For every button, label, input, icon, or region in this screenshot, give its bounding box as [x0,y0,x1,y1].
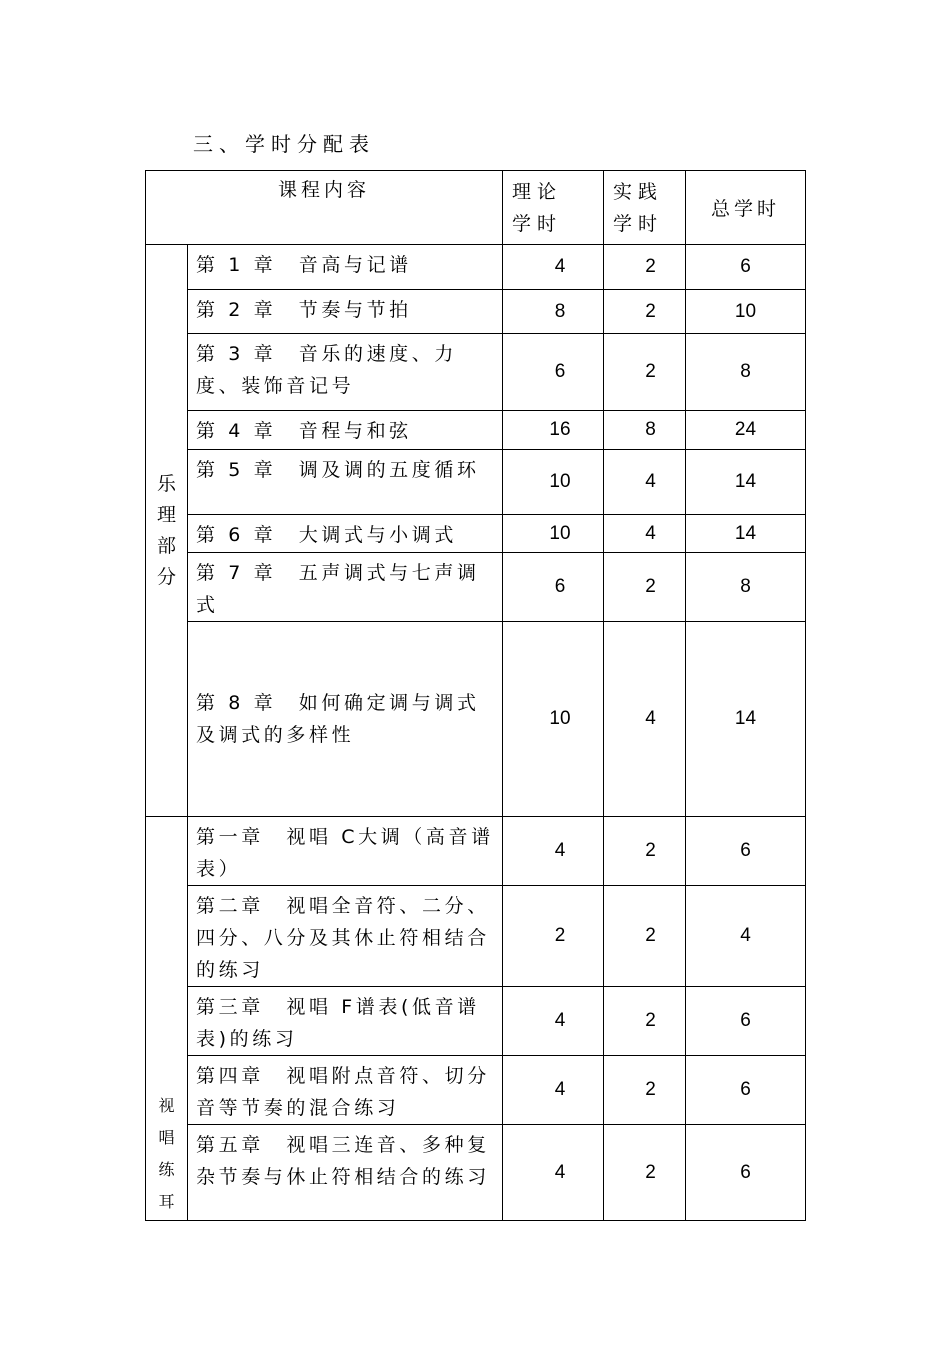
total-hours-cell: 6 [686,245,806,290]
total-hours-cell: 4 [686,886,806,987]
table-row [146,553,806,622]
table-row [146,450,806,515]
hours-allocation-table [145,170,806,1221]
total-hours-cell: 14 [686,450,806,515]
practice-hours-cell: 8 [604,411,686,450]
practice-hours-cell: 4 [604,450,686,515]
total-hours-cell: 6 [686,987,806,1056]
table-row [146,1056,806,1125]
chapter-title: 第 1 章 音高与记谱 [188,245,503,290]
chapter-title: 第 4 章 音程与和弦 [188,411,503,450]
theory-hours-cell: 2 [503,886,604,987]
total-hours-cell: 14 [686,622,806,817]
practice-hours-cell: 2 [604,553,686,622]
section-label-text: 乐 理 部 分 [156,472,176,588]
chapter-title: 第 7 章 五声调式与七声调式 [188,553,503,622]
header-theory-l1: 理论 [512,180,563,203]
theory-hours-cell: 10 [503,515,604,553]
chapter-title: 第二章 视唱全音符、二分、四分、八分及其休止符相结合的练习 [188,886,503,987]
chapter-title: 第 3 章 音乐的速度、力度、装饰音记号 [188,334,503,411]
total-hours-cell: 6 [686,817,806,886]
total-hours-cell: 24 [686,411,806,450]
total-hours-cell: 8 [686,334,806,411]
table-row [146,290,806,334]
practice-hours-cell: 2 [604,1125,686,1221]
table-row [146,987,806,1056]
practice-hours-cell: 2 [604,886,686,987]
table-row [146,411,806,450]
practice-hours-cell: 2 [604,817,686,886]
theory-hours-cell: 10 [503,450,604,515]
practice-hours-cell: 2 [604,987,686,1056]
practice-hours-cell: 2 [604,1056,686,1125]
table-row [146,817,806,886]
header-practice-l1: 实践 [613,180,664,203]
chapter-title: 第 5 章 调及调的五度循环 [188,450,503,515]
practice-hours-cell: 4 [604,622,686,817]
table-row [146,886,806,987]
theory-hours-cell: 4 [503,817,604,886]
theory-hours-cell: 4 [503,987,604,1056]
theory-hours-cell: 8 [503,290,604,334]
header-theory-hours [503,171,604,245]
table-row [146,245,806,290]
section-label-sight-singing [146,817,188,1221]
header-theory-l2: 学时 [512,212,563,235]
table-row [146,334,806,411]
header-row [146,171,806,245]
practice-hours-cell: 2 [604,245,686,290]
table-row [146,515,806,553]
theory-hours-cell: 16 [503,411,604,450]
chapter-title: 第 8 章 如何确定调与调式及调式的多样性 [188,622,503,817]
total-hours-cell: 14 [686,515,806,553]
section-label-music-theory [146,245,188,817]
practice-hours-cell: 4 [604,515,686,553]
practice-hours-cell: 2 [604,290,686,334]
total-hours-cell: 6 [686,1056,806,1125]
section-label-text: 视 唱 练 耳 [158,1096,175,1211]
header-course-content: 课程内容 [146,171,503,245]
chapter-title: 第 6 章 大调式与小调式 [188,515,503,553]
header-total-hours: 总学时 [686,171,806,245]
chapter-title: 第三章 视唱 F谱表(低音谱表)的练习 [188,987,503,1056]
practice-hours-cell: 2 [604,334,686,411]
table-row [146,622,806,817]
header-practice-l2: 学时 [613,212,664,235]
theory-hours-cell: 4 [503,1056,604,1125]
chapter-title: 第四章 视唱附点音符、切分音等节奏的混合练习 [188,1056,503,1125]
page-heading: 三、学时分配表 [193,132,375,156]
theory-hours-cell: 4 [503,245,604,290]
chapter-title: 第 2 章 节奏与节拍 [188,290,503,334]
theory-hours-cell: 6 [503,553,604,622]
header-practice-hours [604,171,686,245]
theory-hours-cell: 10 [503,622,604,817]
total-hours-cell: 8 [686,553,806,622]
chapter-title: 第五章 视唱三连音、多种复杂节奏与休止符相结合的练习 [188,1125,503,1221]
total-hours-cell: 6 [686,1125,806,1221]
chapter-title: 第一章 视唱 C大调（高音谱表） [188,817,503,886]
total-hours-cell: 10 [686,290,806,334]
table-row [146,1125,806,1221]
theory-hours-cell: 6 [503,334,604,411]
theory-hours-cell: 4 [503,1125,604,1221]
